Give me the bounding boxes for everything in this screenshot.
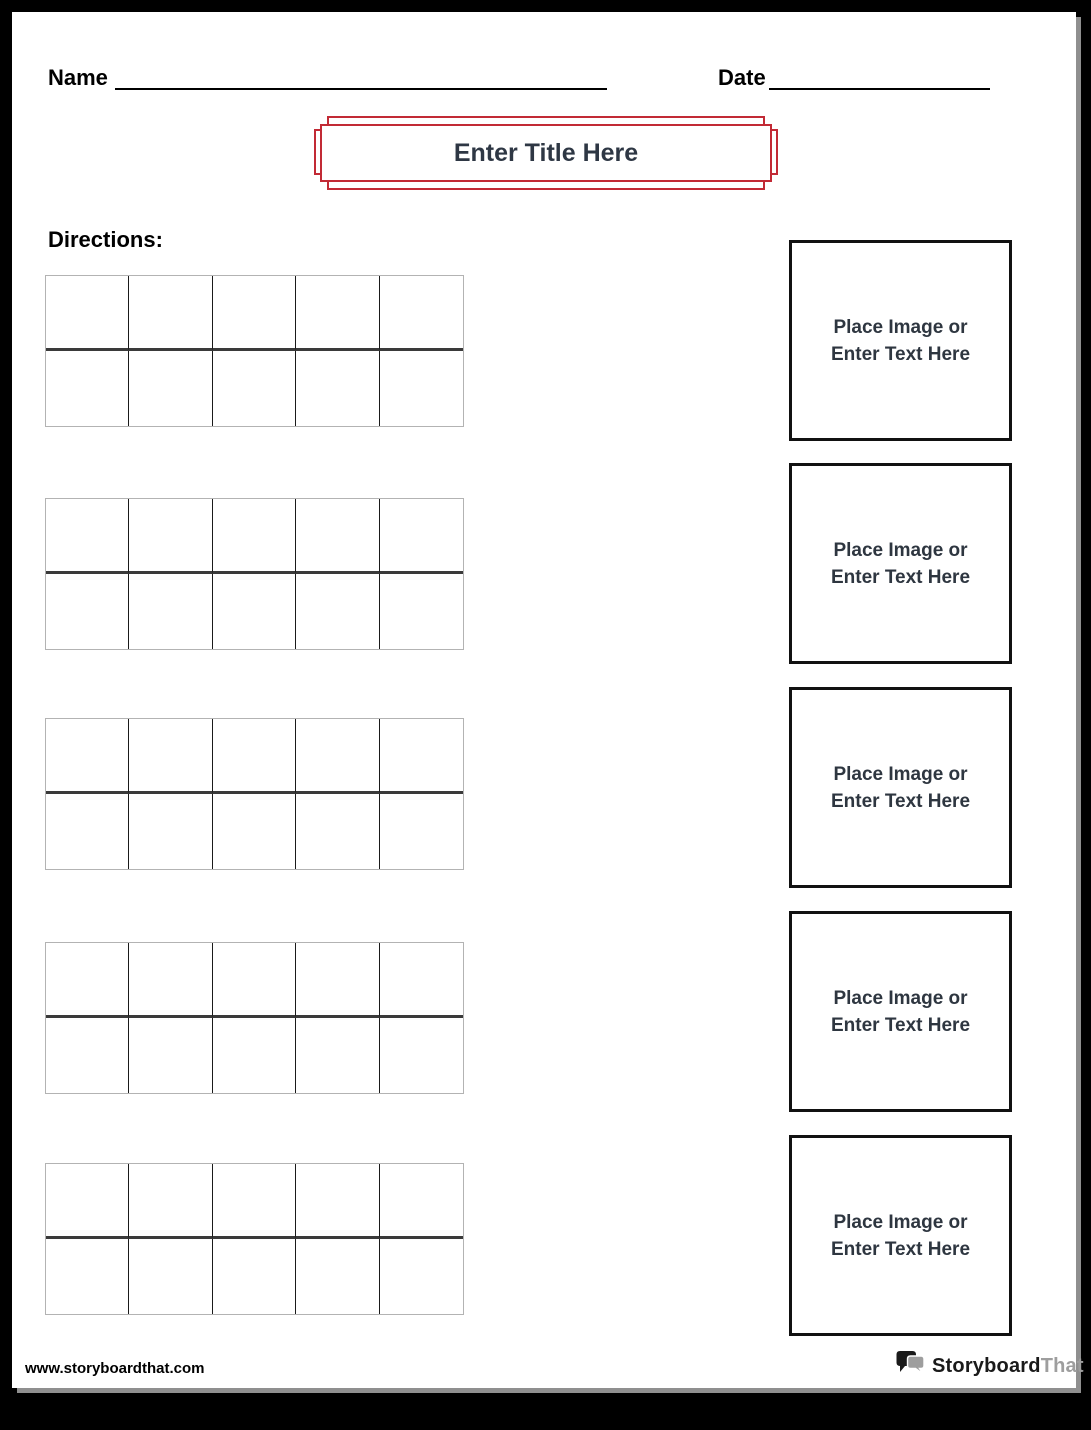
date-fill-line[interactable] <box>769 88 990 90</box>
ten-frame-cell[interactable] <box>380 574 463 649</box>
ten-frame-cell[interactable] <box>46 943 129 1018</box>
ten-frame-cell[interactable] <box>213 1018 296 1093</box>
image-placeholder-text <box>831 1209 970 1263</box>
ten-frame-cell[interactable] <box>46 794 129 869</box>
ten-frame-cell[interactable] <box>129 794 212 869</box>
ten-frame-cell[interactable] <box>46 719 129 794</box>
ten-frame-cell[interactable] <box>213 574 296 649</box>
ten-frame-cell[interactable] <box>129 499 212 574</box>
ten-frame-cell[interactable] <box>129 351 212 426</box>
image-placeholder-text <box>831 761 970 815</box>
image-placeholder-text <box>831 537 970 591</box>
ten-frame-cell[interactable] <box>213 1164 296 1239</box>
ten-frame-cell[interactable] <box>46 1164 129 1239</box>
ten-frame-grid-4[interactable] <box>45 942 464 1094</box>
placeholder-line-1: Place Image or <box>833 539 968 561</box>
worksheet-page <box>12 12 1084 1388</box>
ten-frame-cell[interactable] <box>213 276 296 351</box>
ten-frame-cell[interactable] <box>296 794 379 869</box>
ten-frame-grid-5[interactable] <box>45 1163 464 1315</box>
site-url: www.storyboardthat.com <box>25 1360 205 1377</box>
ten-frame-cell[interactable] <box>380 499 463 574</box>
ten-frame-cell[interactable] <box>46 499 129 574</box>
speech-bubbles-icon <box>896 1350 932 1382</box>
name-fill-line[interactable] <box>115 88 607 90</box>
ten-frame-cell[interactable] <box>296 719 379 794</box>
placeholder-line-1: Place Image or <box>833 1211 968 1233</box>
ten-frame-cell[interactable] <box>296 1018 379 1093</box>
title-text: Enter Title Here <box>453 138 639 167</box>
ten-frame-cell[interactable] <box>213 499 296 574</box>
placeholder-line-2: Enter Text Here <box>830 1014 971 1036</box>
ten-frame-cell[interactable] <box>296 276 379 351</box>
image-placeholder-box-5[interactable] <box>789 1135 1012 1336</box>
placeholder-line-2: Enter Text Here <box>830 566 971 588</box>
ten-frame-cell[interactable] <box>129 1164 212 1239</box>
ten-frame-cell[interactable] <box>296 499 379 574</box>
logo-text-that: That <box>1040 1355 1084 1377</box>
title-box[interactable] <box>320 124 772 182</box>
ten-frame-cell[interactable] <box>129 574 212 649</box>
ten-frame-grid-1[interactable] <box>45 275 464 427</box>
ten-frame-cell[interactable] <box>213 794 296 869</box>
ten-frame-grid-3[interactable] <box>45 718 464 870</box>
name-label: Name <box>48 65 108 90</box>
ten-frame-cell[interactable] <box>129 1239 212 1314</box>
ten-frame-cell[interactable] <box>380 794 463 869</box>
ten-frame-cell[interactable] <box>380 1164 463 1239</box>
ten-frame-cell[interactable] <box>46 351 129 426</box>
directions-label: Directions: <box>48 227 163 252</box>
logo-text-storyboard: Storyboard <box>932 1355 1041 1377</box>
ten-frame-cell[interactable] <box>380 276 463 351</box>
placeholder-line-1: Place Image or <box>833 763 968 785</box>
ten-frame-cell[interactable] <box>380 1239 463 1314</box>
placeholder-line-2: Enter Text Here <box>830 1238 971 1260</box>
ten-frame-cell[interactable] <box>296 943 379 1018</box>
ten-frame-cell[interactable] <box>380 719 463 794</box>
image-placeholder-box-1[interactable] <box>789 240 1012 441</box>
ten-frame-grid-2[interactable] <box>45 498 464 650</box>
placeholder-line-1: Place Image or <box>833 987 968 1009</box>
ten-frame-cell[interactable] <box>129 943 212 1018</box>
ten-frame-cell[interactable] <box>46 574 129 649</box>
image-placeholder-box-3[interactable] <box>789 687 1012 888</box>
date-label: Date <box>718 65 766 90</box>
ten-frame-cell[interactable] <box>213 1239 296 1314</box>
placeholder-line-2: Enter Text Here <box>830 790 971 812</box>
ten-frame-cell[interactable] <box>213 943 296 1018</box>
ten-frame-cell[interactable] <box>46 276 129 351</box>
ten-frame-cell[interactable] <box>213 351 296 426</box>
ten-frame-cell[interactable] <box>380 943 463 1018</box>
image-placeholder-text <box>831 314 970 368</box>
ten-frame-cell[interactable] <box>46 1018 129 1093</box>
ten-frame-cell[interactable] <box>296 1239 379 1314</box>
placeholder-line-2: Enter Text Here <box>830 343 971 365</box>
ten-frame-cell[interactable] <box>380 1018 463 1093</box>
ten-frame-cell[interactable] <box>380 351 463 426</box>
image-placeholder-box-4[interactable] <box>789 911 1012 1112</box>
storyboardthat-logo <box>896 1351 1084 1381</box>
ten-frame-cell[interactable] <box>213 719 296 794</box>
image-placeholder-text <box>831 985 970 1039</box>
ten-frame-cell[interactable] <box>46 1239 129 1314</box>
ten-frame-cell[interactable] <box>129 1018 212 1093</box>
image-placeholder-box-2[interactable] <box>789 463 1012 664</box>
ten-frame-cell[interactable] <box>296 574 379 649</box>
ten-frame-cell[interactable] <box>296 1164 379 1239</box>
placeholder-line-1: Place Image or <box>833 316 968 338</box>
ten-frame-cell[interactable] <box>129 719 212 794</box>
ten-frame-cell[interactable] <box>296 351 379 426</box>
ten-frame-cell[interactable] <box>129 276 212 351</box>
